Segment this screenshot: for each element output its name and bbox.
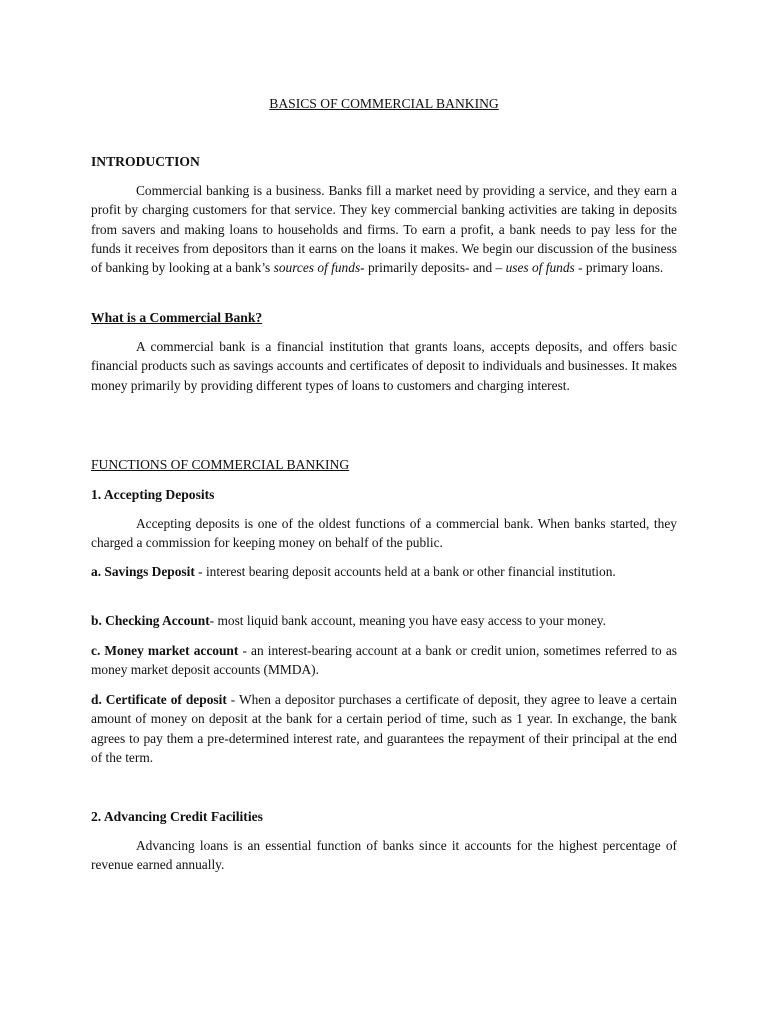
what-is-commercial-bank-heading: What is a Commercial Bank? (91, 310, 263, 325)
money-market-account-item (91, 641, 677, 680)
introduction-text-3: - primary loans. (574, 260, 664, 276)
advancing-credit-paragraph: Advancing loans is an essential function of banks since it accounts for the highest percentage of revenue earned annually. (91, 838, 677, 873)
savings-deposit-text: - interest bearing deposit accounts held at a bank or other financial institution. (194, 564, 616, 579)
checking-account-item (91, 611, 677, 630)
savings-deposit-label: a. Savings Deposit (91, 564, 195, 579)
what-is-commercial-bank-paragraph: A commercial bank is a financial institution that grants loans, accepts deposits, and offers basic financial products such as savings accounts and certificates of deposit to individuals and businesses. It makes money primarily by providing different types of loans to customers and charging interest. (91, 339, 677, 393)
advancing-credit-heading: 2. Advancing Credit Facilities (91, 809, 263, 824)
certificate-of-deposit-text: - When a depositor purchases a certificate of deposit, they agree to leave a certain amount of money on deposit at the bank for a certain period of time, such as 1 year. In exchange, the bank agrees to pay them a pre-determined interest rate, and guarantees the repayment of their principal at the end of the term. (91, 692, 677, 765)
money-market-account-text: - an interest-bearing account at a bank or credit union, sometimes referred to as money market deposit accounts (MMDA). (91, 643, 677, 678)
uses-of-funds-term: uses of funds (505, 260, 575, 276)
introduction-paragraph (91, 181, 677, 277)
checking-account-label: b. Checking Account (91, 613, 210, 628)
introduction-heading: INTRODUCTION (91, 154, 200, 169)
sources-of-funds-term: sources of funds (273, 260, 361, 276)
money-market-account-label: c. Money market account (91, 643, 239, 658)
savings-deposit-item (91, 562, 677, 581)
introduction-text-2: - primarily deposits- and – (360, 260, 506, 276)
functions-heading: FUNCTIONS OF COMMERCIAL BANKING (91, 457, 350, 472)
introduction-text-1: Commercial banking is a business. Banks fill a market need by providing a service, and they earn a profit by charging customers for that service. They key commercial banking activities are taking in deposits from savers and making loans to households and firms. To earn a profit, a bank needs to pay less for the funds it receives from depositors than it earns on the loans it makes. We begin our discussion of the business of banking by looking at a bank’s (91, 183, 677, 276)
accepting-deposits-heading: 1. Accepting Deposits (91, 487, 215, 502)
accepting-deposits-paragraph: Accepting deposits is one of the oldest functions of a commercial bank. When banks started, they charged a commission for keeping money on behalf of the public. (91, 516, 677, 551)
certificate-of-deposit-item (91, 690, 677, 767)
certificate-of-deposit-label: d. Certificate of deposit (91, 692, 227, 707)
document-title: BASICS OF COMMERCIAL BANKING (269, 96, 499, 111)
checking-account-text: - most liquid bank account, meaning you have easy access to your money. (209, 613, 606, 628)
